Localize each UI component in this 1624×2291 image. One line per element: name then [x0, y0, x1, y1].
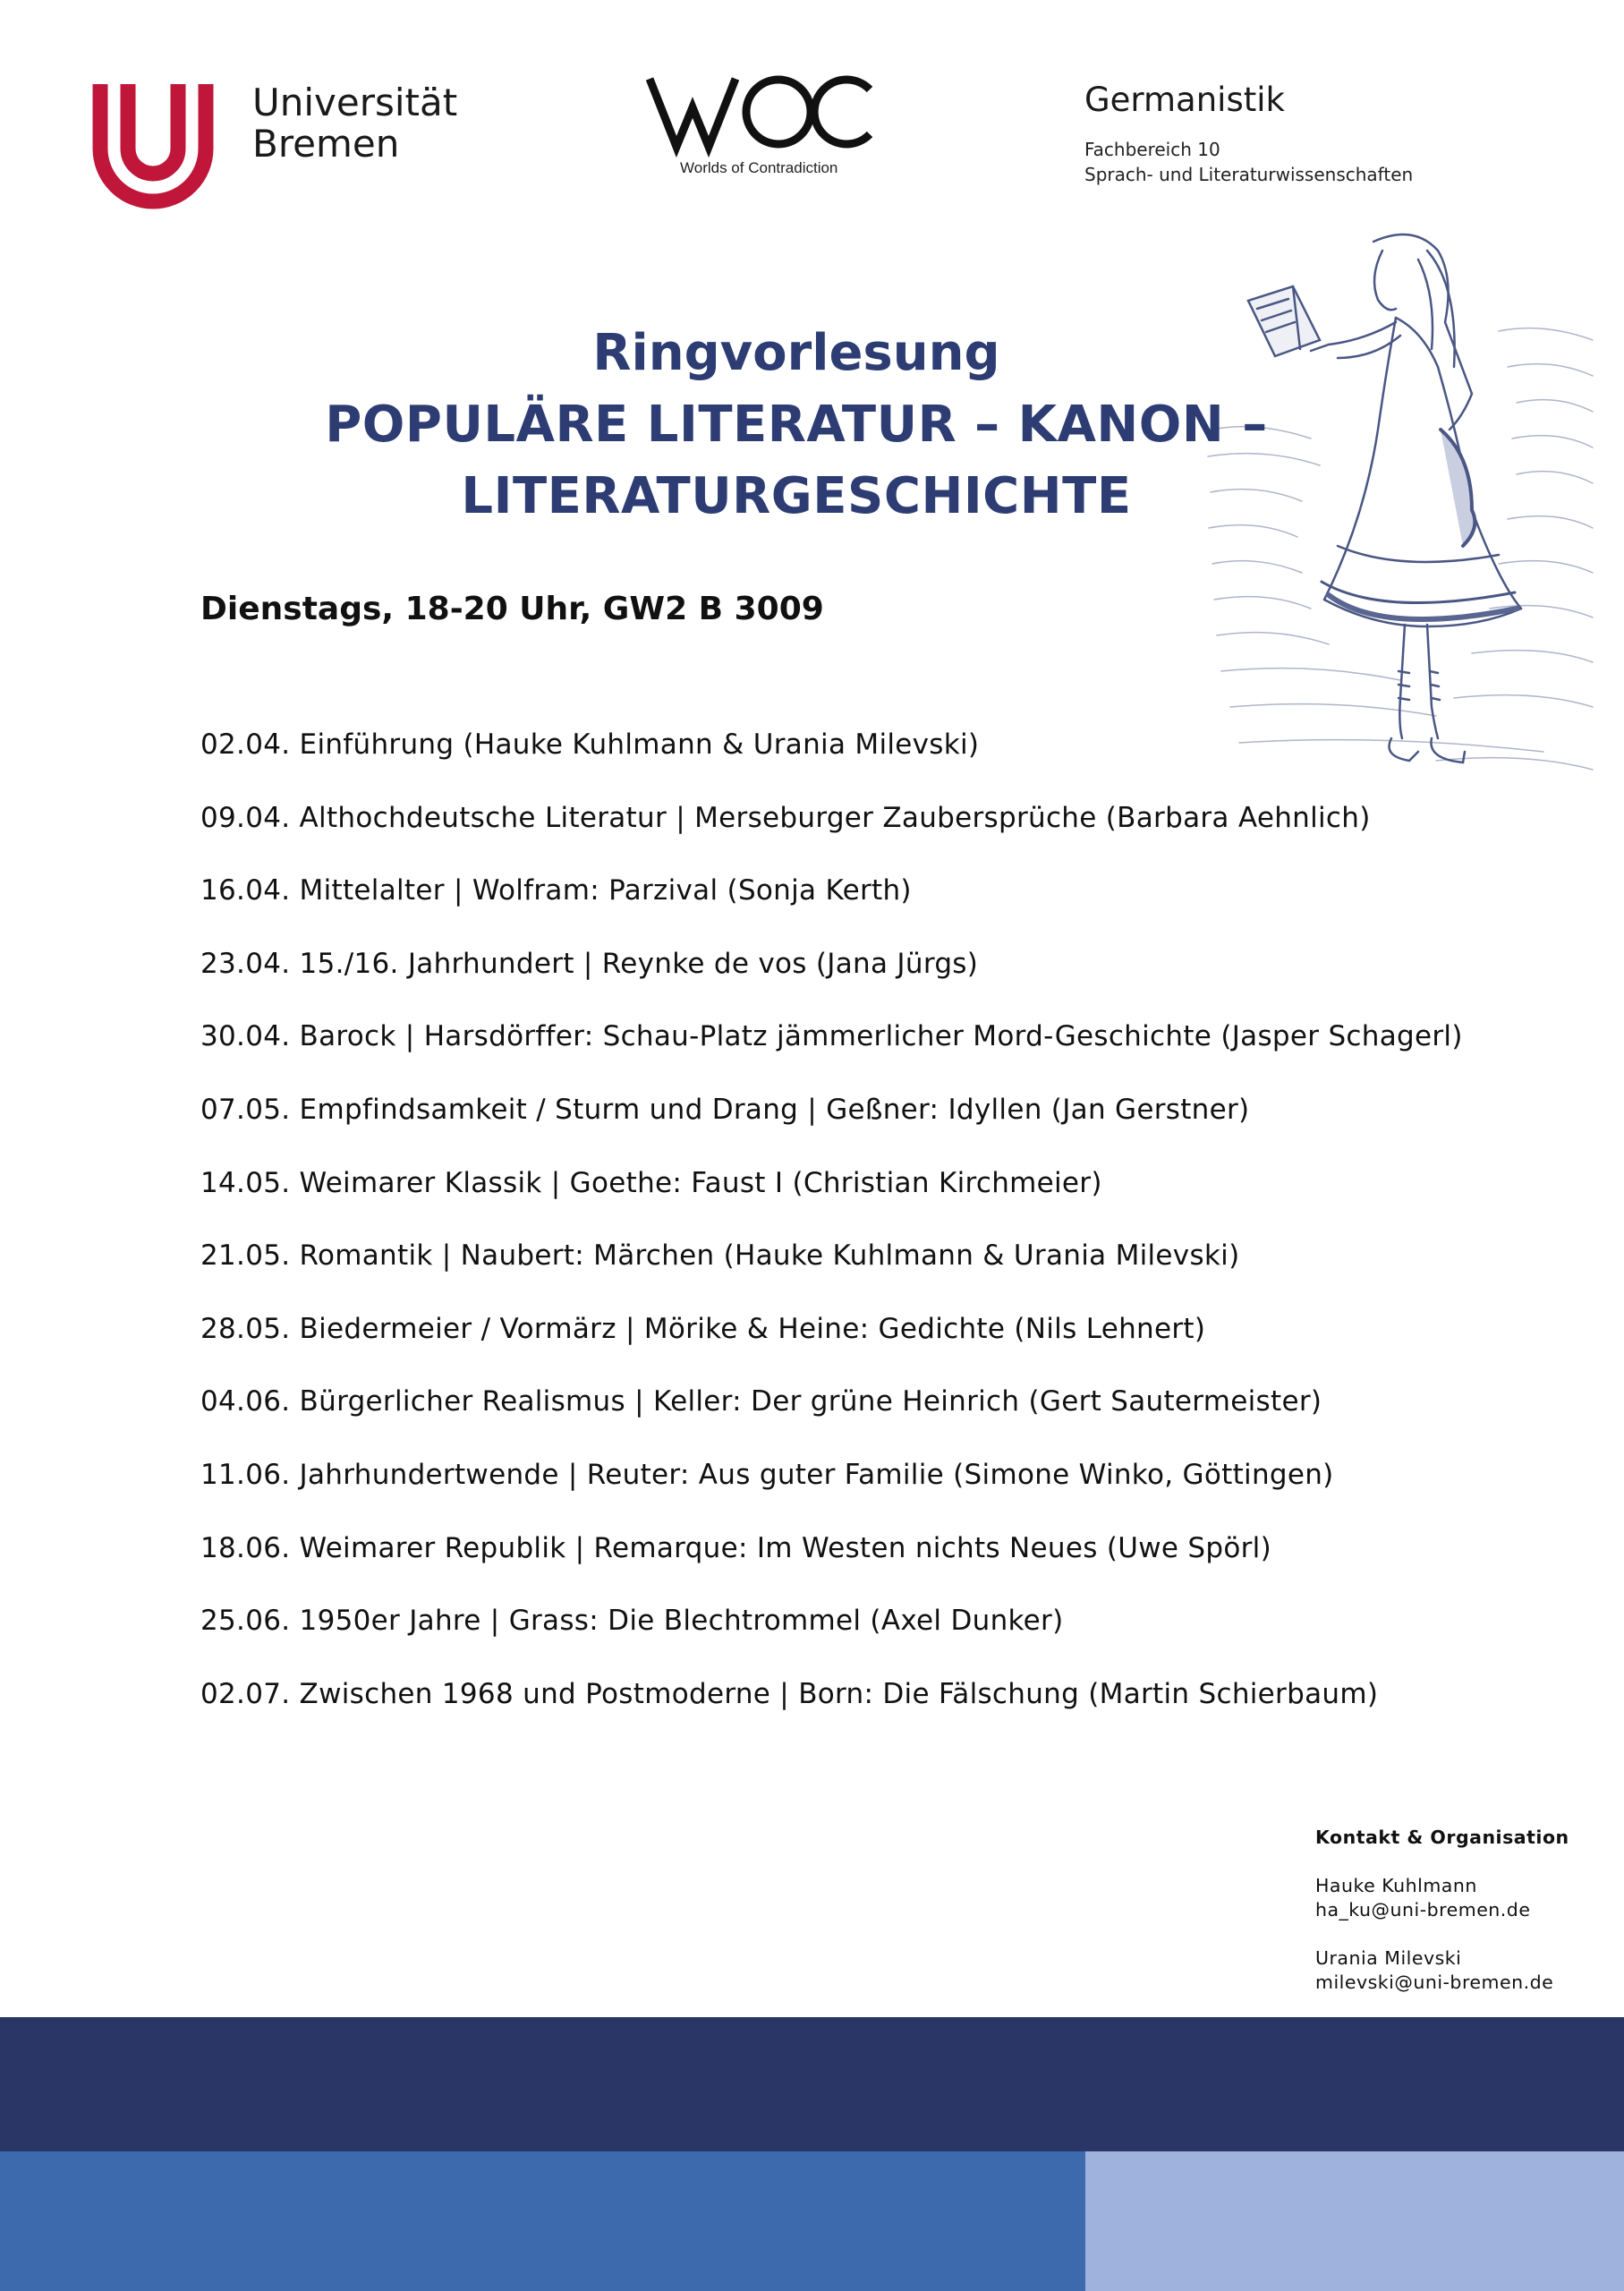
title-line-3: LITERATURGESCHICHTE	[461, 467, 1132, 525]
schedule-item: 14.05. Weimarer Klassik | Goethe: Faust I (Christian Kirchmeier)	[200, 1166, 1102, 1199]
lecture-series-title	[268, 318, 1324, 532]
contact-block	[1315, 1826, 1602, 1995]
subject-label: Sprach- und Literaturwissenschaften	[1084, 164, 1414, 185]
footer-band-dark	[0, 2017, 1624, 2151]
department-name: Germanistik	[1084, 81, 1285, 119]
woc-logo	[646, 70, 888, 186]
faculty-label: Fachbereich 10	[1084, 139, 1220, 160]
schedule-item: 23.04. 15./16. Jahrhundert | Reynke de vos (Jana Jürgs)	[200, 947, 979, 980]
schedule-item: 11.06. Jahrhundertwende | Reuter: Aus guter Familie (Simone Winko, Göttingen)	[200, 1458, 1334, 1491]
schedule-item: 02.04. Einführung (Hauke Kuhlmann & Urania Milevski)	[200, 728, 980, 761]
schedule-item: 04.06. Bürgerlicher Realismus | Keller: Der grüne Heinrich (Gert Sautermeister)	[200, 1385, 1322, 1418]
contact-email[interactable]: milevski@uni-bremen.de	[1315, 1972, 1554, 1993]
woc-subtitle: Worlds of Contradiction	[680, 159, 838, 176]
schedule-item: 28.05. Biedermeier / Vormärz | Mörike & Heine: Gedichte (Nils Lehnert)	[200, 1312, 1206, 1345]
schedule-item: 30.04. Barock | Harsdörffer: Schau-Platz jämmerlicher Mord-Geschichte (Jasper Schagerl)	[200, 1020, 1463, 1053]
university-name	[252, 82, 457, 165]
contact-name: Urania Milevski	[1315, 1947, 1462, 1969]
university-bremen-logo	[82, 82, 467, 226]
schedule-item: 07.05. Empfindsamkeit / Sturm und Drang | Geßner: Idyllen (Jan Gerstner)	[200, 1093, 1250, 1126]
footer-band-light	[1085, 2151, 1624, 2291]
university-name-line1: Universität	[252, 81, 458, 124]
title-line-1: Ringvorlesung	[592, 324, 1000, 382]
schedule-item: 02.07. Zwischen 1968 und Postmoderne | Born: Die Fälschung (Martin Schierbaum)	[200, 1677, 1379, 1710]
footer-band-mid	[0, 2151, 1085, 2291]
schedule-item: 21.05. Romantik | Naubert: Märchen (Hauke Kuhlmann & Urania Milevski)	[200, 1239, 1240, 1273]
schedule-item: 18.06. Weimarer Republik | Remarque: Im Westen nichts Neues (Uwe Spörl)	[200, 1531, 1271, 1564]
title-line-2: POPULÄRE LITERATUR – KANON –	[325, 396, 1268, 454]
contact-email[interactable]: ha_ku@uni-bremen.de	[1315, 1899, 1531, 1921]
woc-logo-mark-icon	[646, 70, 888, 159]
schedule-item: 25.06. 1950er Jahre | Grass: Die Blechtrommel (Axel Dunker)	[200, 1605, 1064, 1638]
university-name-line2: Bremen	[252, 122, 400, 166]
department-block	[1084, 81, 1550, 187]
schedule-item: 09.04. Althochdeutsche Literatur | Merseburger Zaubersprüche (Barbara Aehnlich)	[200, 801, 1371, 834]
time-location: Dienstags, 18-20 Uhr, GW2 B 3009	[200, 591, 824, 627]
university-u-logo-icon	[82, 82, 225, 226]
contact-name: Hauke Kuhlmann	[1315, 1875, 1477, 1896]
lecture-schedule	[200, 727, 1463, 1749]
schedule-item: 16.04. Mittelalter | Wolfram: Parzival (Sonja Kerth)	[200, 874, 912, 907]
contact-heading: Kontakt & Organisation	[1315, 1827, 1569, 1848]
